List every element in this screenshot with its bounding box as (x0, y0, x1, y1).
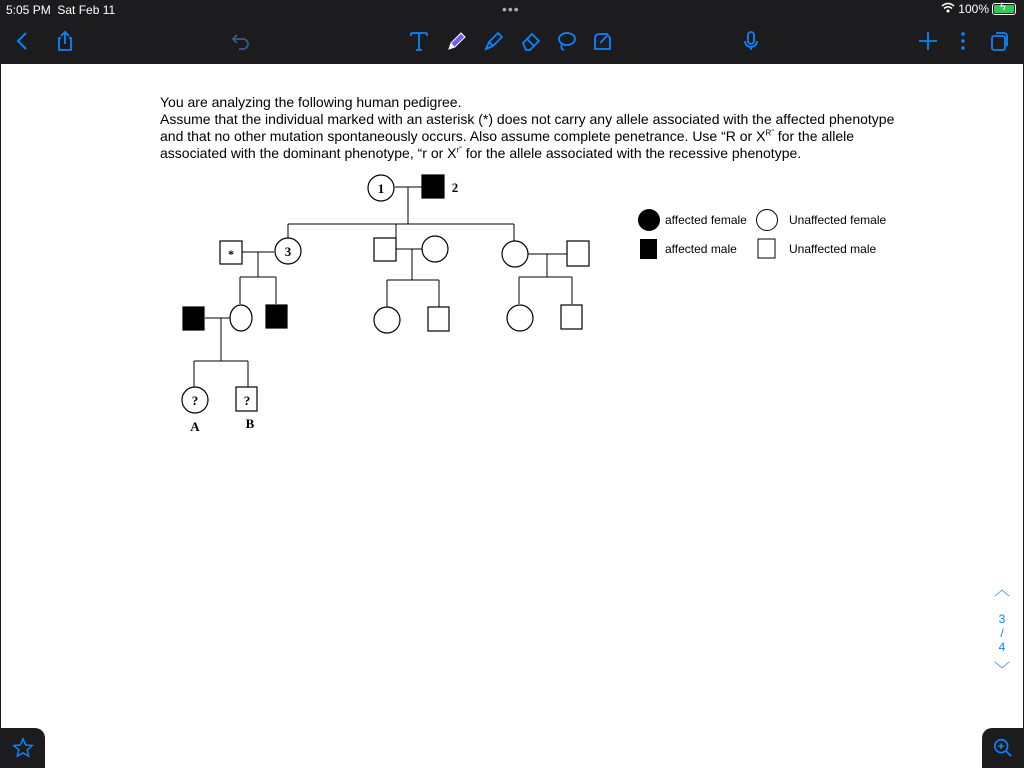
unknown-b: ? (243, 393, 251, 408)
page-up-icon[interactable]: ︿ (993, 582, 1010, 599)
document-page[interactable] (1, 64, 1023, 768)
star-icon (12, 737, 34, 759)
total-pages: 4 (998, 640, 1006, 654)
legend-unaffected-male: Unaffected male (757, 238, 876, 260)
gen3-affected-male-right (266, 305, 287, 328)
unaffected-male-symbol (757, 238, 777, 260)
status-bar (0, 0, 1024, 20)
back-icon[interactable] (10, 28, 36, 54)
page-navigator (991, 584, 1013, 678)
page-separator: / (1000, 626, 1004, 640)
share-icon[interactable] (52, 28, 78, 54)
gen3-affected-male-left (183, 307, 204, 330)
individual-2 (422, 175, 444, 198)
wifi-icon (941, 2, 955, 16)
legend-affected-male: affected male (639, 238, 737, 260)
affected-male-symbol (639, 238, 659, 260)
pages-icon[interactable] (986, 28, 1012, 54)
pen-icon[interactable] (444, 28, 470, 54)
page-down-icon[interactable]: ﹀ (993, 662, 1010, 679)
affected-female-symbol (637, 208, 661, 232)
favorite-button[interactable] (0, 728, 45, 768)
undo-icon[interactable] (228, 28, 254, 54)
unaffected-female-symbol (755, 208, 779, 232)
label-b: B (245, 416, 255, 431)
assumption-paragraph: Assume that the individual marked with an asterisk (*) does not carry any allele associated with the affected phenotype and that no other mutation spontaneously occurs. Also assume complete penetrance. Use “R or $X^{R”}$ for the allele associated with the dominant phenotype, “r or $X^{r”}$ for the allele associated with the recessive phenotype. (160, 111, 895, 161)
gen3-right-male (561, 305, 582, 329)
gen3-middle-male (428, 307, 449, 331)
multitasking-dots[interactable]: ••• (502, 1, 520, 17)
status-time: 5:05 PM Sat Feb 11 (6, 3, 116, 17)
zoom-button[interactable] (982, 728, 1024, 768)
shape-icon[interactable] (589, 28, 615, 54)
lasso-icon[interactable] (553, 28, 579, 54)
unknown-a: ? (191, 393, 199, 408)
gen3-female (230, 305, 252, 331)
middle-male (374, 238, 396, 261)
eraser-icon[interactable] (518, 28, 544, 54)
gen3-middle-female (374, 307, 400, 333)
more-icon[interactable] (950, 28, 976, 54)
zoom-in-icon (992, 737, 1014, 759)
label-3: 3 (284, 244, 292, 259)
middle-female (422, 236, 448, 262)
add-icon[interactable] (915, 28, 941, 54)
legend-unaffected-female: Unaffected female (755, 208, 886, 232)
toolbar (0, 20, 1024, 64)
pedigree-legend (637, 206, 897, 266)
right-male (567, 241, 589, 266)
battery-icon: ϟ (992, 3, 1016, 15)
status-right (941, 2, 1016, 16)
gen3-right-female (507, 305, 533, 331)
right-female (502, 241, 528, 267)
current-page: 3 (998, 612, 1006, 626)
intro-line: You are analyzing the following human pedigree. (160, 94, 462, 110)
highlighter-icon[interactable] (481, 28, 507, 54)
asterisk-label: * (228, 247, 234, 261)
label-2: 2 (451, 180, 459, 195)
microphone-icon[interactable] (738, 28, 764, 54)
label-a: A (190, 419, 200, 434)
label-1: 1 (377, 181, 385, 196)
battery-percent: 100% (958, 2, 989, 16)
legend-affected-female: affected female (637, 208, 747, 232)
pedigree-chart (1, 64, 1023, 768)
text-tool-icon[interactable] (406, 28, 432, 54)
